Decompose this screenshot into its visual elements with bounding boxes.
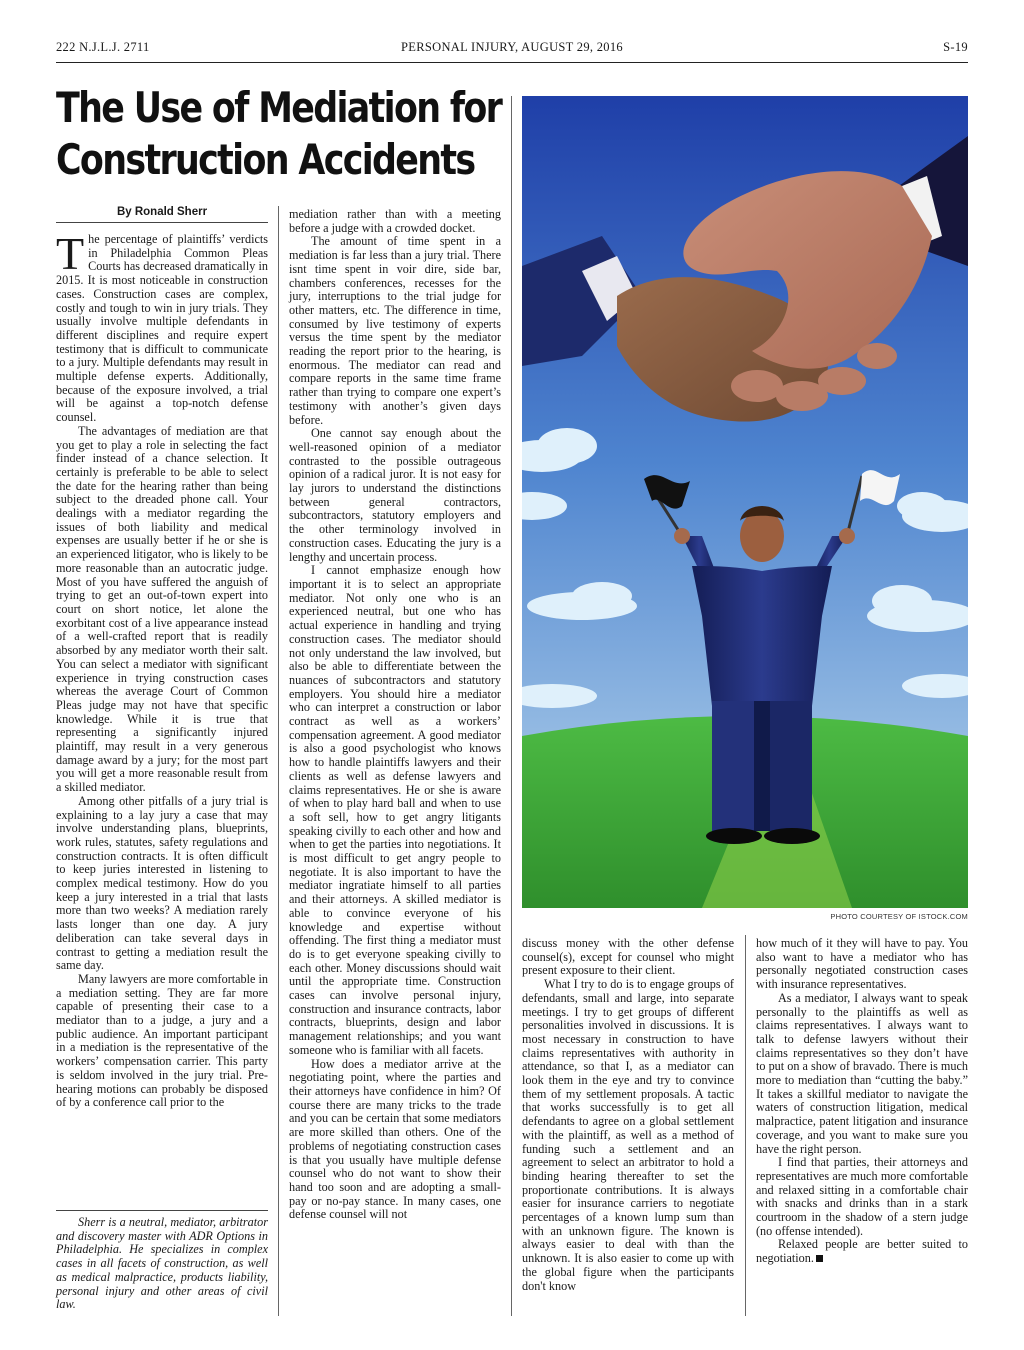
column-divider bbox=[745, 935, 746, 1316]
bio-rule bbox=[56, 1210, 268, 1211]
header-section-date: PERSONAL INJURY, AUGUST 29, 2016 bbox=[401, 40, 623, 54]
paragraph: I cannot emphasize enough how important it is to select an appropriate mediator. Not only one who is an experienced neutral, but one who has actual experience in handling and trying construction cases. The mediator should not only understand the law involved, but also be able to differentiate between the nuances of subcontractors and statutory employers. You should hire a mediator who can interpret a construction or labor contract as well as a workers’ compensation agreement. A good mediator is also a good psychologist who knows how to handle plaintiffs lawyers and their clients as well as defense lawyers and claims representatives. He or she is aware of when to play hard ball and when to use a soft sell, how to get angry litigants speaking civilly to each other and how and when to get the parties into negotiations. It is most difficult to get angry people to negotiate. It is also important to have the mediator ingratiate himself to all parties and their attorneys. A skilled mediator is able to convince everyone of his knowledge and expertise without offending. The first thing a mediator must do is to get everyone speaking civilly to each other. Money discussions should wait until the appropriate time. Construction cases can involve personal injury, construction and insurance contracts, labor contracts, blueprints, design and labor management relationships; and you want someone who is familiar with all facets. bbox=[289, 563, 501, 1057]
paragraph: mediation rather than with a meeting before a judge with a crowded docket. bbox=[289, 207, 501, 235]
column-divider bbox=[278, 206, 279, 1316]
column-divider bbox=[511, 96, 512, 1316]
header-rule bbox=[56, 62, 968, 63]
header-page-number: S-19 bbox=[943, 40, 968, 54]
title-line-2: Construction Accidents bbox=[56, 135, 475, 184]
column-2 bbox=[289, 208, 501, 1222]
paragraph: Relaxed people are better suited to negotiation. bbox=[756, 1237, 968, 1266]
end-mark bbox=[816, 1255, 823, 1262]
paragraph: As a mediator, I always want to speak personally to the plaintiffs as well as claims representatives. I always want to talk to defense lawyers without their claims representatives so they don’t have to put on a show of bravado. There is much more to mediation than “cutting the baby.” It takes a skillful mediator to navigate the waters of construction litigation, medical malpractice, patent litigation and insurance coverage, and you want to make sure you have the right person. bbox=[756, 990, 968, 1156]
page-header bbox=[56, 40, 968, 60]
header-citation: 222 N.J.L.J. 2711 bbox=[56, 40, 150, 54]
byline-rule bbox=[56, 222, 268, 223]
paragraph: discuss money with the other defense counsel(s), except for counsel who might present exposure to their client. bbox=[522, 936, 734, 978]
paragraph: The amount of time spent in a mediation is far less than a jury trial. There isnt time spent in voir dire, side bar, chambers conferences, recesses for the jury, interruptions to the trial judge for other matters, etc. The difference in time, consumed by live testimony of experts versus the time spent by the mediator reading the report prior to the hearing, is enormous. The mediator can read and compare reports in the same time frame rather than trying to compare one expert’s testimony with another’s given days before. bbox=[289, 234, 501, 427]
photo-credit: PHOTO COURTESY OF ISTOCK.COM bbox=[830, 912, 968, 921]
paragraph: What I try to do is to engage groups of defendants, small and large, into separate meetings. I try to get groups of different personalities involved in discussions. It is most necessary in construction to have claims representatives with authority in attendance, so that I, as a mediator can look them in the eye and try to convince them of my settlement proposals. A tactic that works successfully is to get all defendants to agree on a global settlement with the plaintiff, as well as a method of funding such a settlement and an agreement to select an arbitrator to hold a binding hearing thereafter to set the proportionate contributions. It is always easier for insurance carriers to negotiate percentages of a known lump sum than with an unknown figure. The known is always easier to deal with than the unknown. It is also easier to come up with the global figure when the participants don't know bbox=[522, 977, 734, 1293]
author-bio: Sherr is a neutral, mediator, arbitrator and discovery master with ADR Options in Philadelphia. He specializes in complex cases in all facets of construction, as well as medical malpractice, products liability, personal injury and other areas of civil law. bbox=[56, 1215, 268, 1312]
drop-cap: T bbox=[56, 228, 85, 279]
column-1 bbox=[56, 228, 268, 1110]
article-title bbox=[56, 82, 502, 186]
paragraph: Among other pitfalls of a jury trial is explaining to a lay jury a case that may involve understanding plans, blueprints, work rules, statutes, safety regulations and construction contracts. It is often difficult to keep juries interested in listening to complex medical testimony. How do you keep a jury interested in a trial that lasts more than two weeks? A mediation rarely lasts longer than one day. A jury deliberation can take several days in contrast to getting a mediation result the same day. bbox=[56, 793, 268, 973]
title-line-1: The Use of Mediation for bbox=[56, 83, 502, 132]
paragraph: Many lawyers are more comfortable in a mediation setting. They are far more capable of presenting their case to a mediator than to a judge, a jury and a public audience. An important participant in a mediation is the representative of the workers’ compensation carrier. This party is seldom involved in the jury trial. Pre-hearing motions can probably be disposed of by a conference call prior to the bbox=[56, 971, 268, 1110]
paragraph: One cannot say enough about the well-reasoned opinion of a mediator contrasted to the possible outrageous opinion of a radical juror. It is not easy for lay jurors to understand the distinctions between general contractors, subcontractors, statutory employers and the other terminology involved in construction cases. Educating the jury is a lengthy and uncertain process. bbox=[289, 426, 501, 564]
column-4 bbox=[756, 937, 968, 1266]
byline: By Ronald Sherr bbox=[116, 206, 208, 218]
paragraph: I find that parties, their attorneys and representatives are much more comfortable and relaxed sitting in a comfortable chair with snacks and drinks than in a stark courtroom in the shadow of a stern judge (no offense intended). bbox=[756, 1155, 968, 1238]
paragraph: The percentage of plaintiffs’ verdicts in Philadelphia Common Pleas Courts has decreased dramatically in 2015. It is most noticeable in construction cases. Construction cases are complex, costly and tough to win in jury trials. They usually involve multiple defendants in different disciplines and require expert testimony that is difficult to communicate to a jury. Multiple defendants may result in multiple defense experts. Additionally, because of the exposure involved, a trial will be against a top-notch defense counsel. bbox=[56, 228, 268, 425]
paragraph: How does a mediator arrive at the negotiating point, where the parties and their attorneys have confidence in him? Of course there are many tricks to the trade and you can be certain that some mediators are more skilled than others. One of the problems of negotiating construction cases is that you usually have multiple defense counsel who do not want to show their hand too soon and are adopting a small-pay or no-pay stance. In many cases, one defense counsel will not bbox=[289, 1056, 501, 1222]
handshake-illustration bbox=[522, 96, 968, 908]
illustration-svg bbox=[522, 96, 968, 908]
paragraph: how much of it they will have to pay. You also want to have a mediator who has personally negotiated construction cases with insurance representatives. bbox=[756, 936, 968, 992]
paragraph: The advantages of mediation are that you get to play a role in selecting the fact finder instead of a chance selection. It certainly is preferable to be able to select the date for the hearing rather than being subject to the dreaded phone call. Your dealings with a mediator regarding the issues of both liability and medical expenses are usually better if he or she is an experienced litigator, who is likely to be more reasonable than an autocratic judge. Most of you have suffered the anguish of trying to get an out-of-town expert into court on short notice, let alone the exorbitant cost of a live appearance instead of a well-crafted report that is readily absorbed by any mediator worth their salt. You can select a mediator with significant experience in trying construction cases whereas the average Court of Common Pleas judge may not have that specific knowledge. While it is true that representing a significantly injured plaintiff, may result in a very generous damage award by a jury; for the most part you will get a more reasonable result from a skilled mediator. bbox=[56, 423, 268, 795]
column-3 bbox=[522, 937, 734, 1293]
